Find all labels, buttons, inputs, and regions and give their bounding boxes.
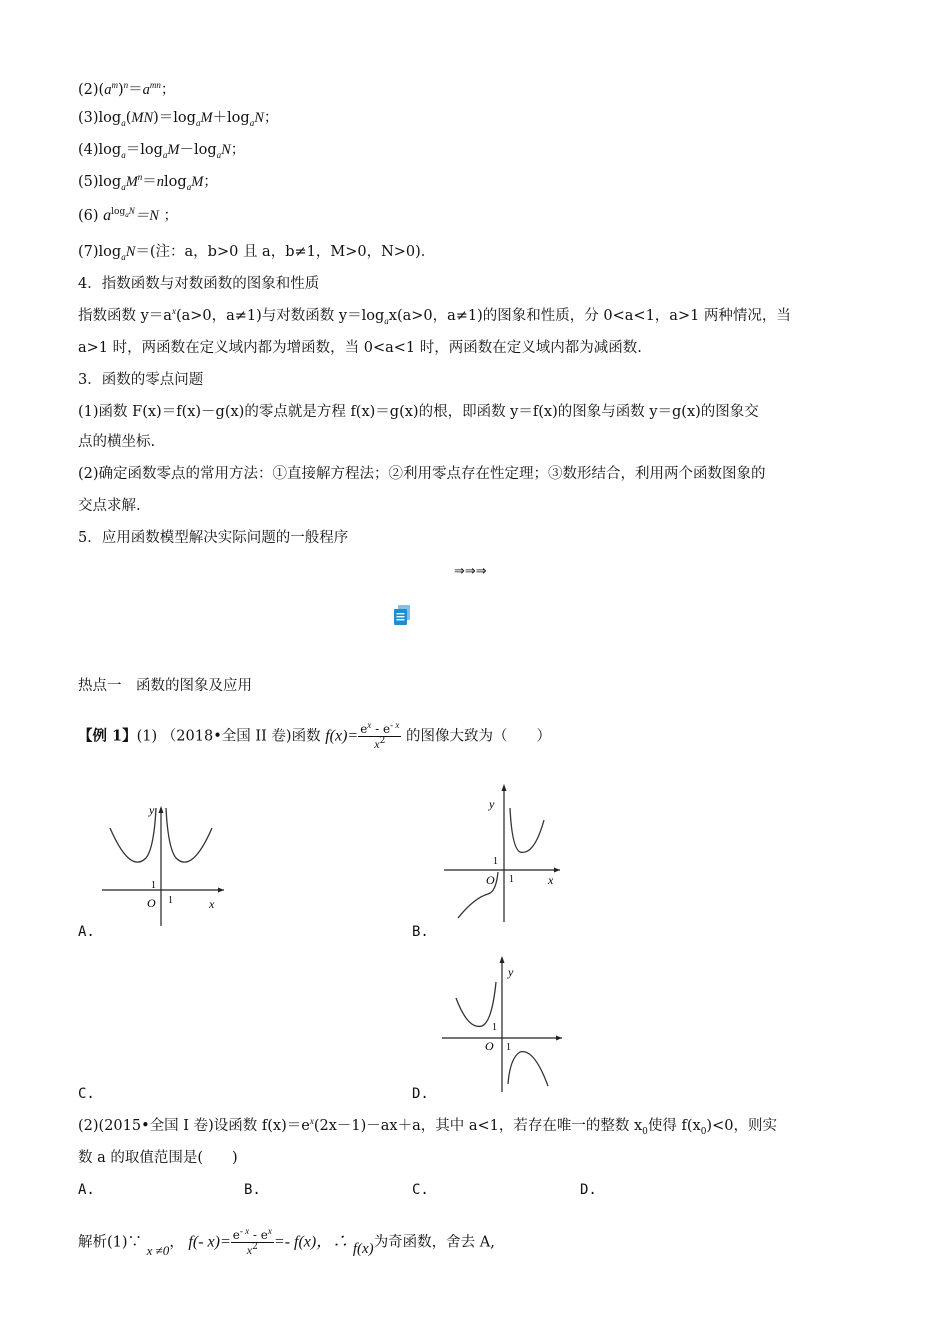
section-4-para-line2: a>1 时，两函数在定义域内都为增函数，当 0<a<1 时，两函数在定义域内都为减函数. bbox=[78, 340, 642, 356]
graph-d-one-y: 1 bbox=[492, 1022, 497, 1033]
formula-5: $(5)\log_aM^n=nlog_aM$； bbox=[78, 172, 218, 192]
option-a-label: A. bbox=[78, 924, 95, 940]
graph-option-b bbox=[440, 780, 565, 925]
example-1-fraction: $\frac{e^x - e^{- x}}{x^2}$ bbox=[360, 720, 400, 751]
example-2-option-b: B. bbox=[244, 1182, 261, 1198]
section-3-para2-line2: 交点求解. bbox=[78, 498, 141, 514]
example-2-option-d: D. bbox=[580, 1182, 597, 1198]
example-2-line2: 数 a 的取值范围是( ) bbox=[78, 1150, 238, 1166]
graph-b-one-x: 1 bbox=[509, 874, 514, 885]
section-4-para-line1: 指数函数 $y=a^x(a>0$，a≠1)与对数函数 $y=\log_ax(a>0$，a≠1)的图象和性质，分 0<a<1，a>1 两种情况，当 bbox=[78, 306, 791, 326]
formula-6: (6) $a^{log_aN}=N$ ； bbox=[78, 206, 179, 224]
formula-4: $(4)\log_a=\log_aM-\log_aN$； bbox=[78, 142, 246, 160]
solution-fraction: $\frac{e^{- x} - e^x}{x^2}$ bbox=[232, 1226, 272, 1257]
section-3-para1-line1: (1)函数 F(x)＝f(x)－g(x)的零点就是方程 f(x)＝g(x)的根，即函数 y＝f(x)的图象与函数 y＝g(x)的图象交 bbox=[78, 404, 759, 420]
option-d-label: D. bbox=[412, 1086, 429, 1102]
example-2-option-c: C. bbox=[412, 1182, 429, 1198]
formula-3: $(3)\log_a(MN)=\log_aM+\log_aN$； bbox=[78, 110, 279, 128]
graph-b-origin: O bbox=[486, 873, 495, 887]
graph-b-one-y: 1 bbox=[493, 856, 498, 867]
formula-2: $(2)(a^m)^n=a^{mn}$； bbox=[78, 80, 176, 98]
procedure-arrows: ⇒⇒⇒ bbox=[454, 564, 487, 579]
graph-option-a bbox=[96, 796, 231, 928]
graph-a-one-x: 1 bbox=[168, 895, 173, 906]
option-b-label: B. bbox=[412, 924, 429, 940]
hot-point-title: 热点一 函数的图象及应用 bbox=[78, 678, 252, 694]
graph-a-x-label: x bbox=[209, 897, 215, 911]
graph-d-one-x: 1 bbox=[506, 1042, 511, 1053]
option-c-label: C. bbox=[78, 1086, 95, 1102]
example-2-option-a: A. bbox=[78, 1182, 95, 1198]
section-3-para1-line2: 点的横坐标. bbox=[78, 434, 156, 450]
section-3-para2-line1: (2)确定函数零点的常用方法：①直接解方程法；②利用零点存在性定理；③数形结合，利用两个函数图象的 bbox=[78, 466, 766, 482]
graph-a-origin: O bbox=[147, 896, 156, 910]
section-4-heading: 4．指数函数与对数函数的图象和性质 bbox=[78, 276, 320, 292]
graph-d-origin: O bbox=[485, 1039, 494, 1053]
section-3-heading: 3．函数的零点问题 bbox=[78, 372, 204, 388]
graph-b-y-label: y bbox=[489, 797, 495, 811]
graph-a-one-y: 1 bbox=[151, 880, 156, 891]
graph-b-x-label: x bbox=[548, 873, 554, 887]
example-1-question: 【例 1】(1) （2018•全国 II 卷)函数 f(x)= $\frac{e^x - e^{- x}}{x^2}$ 的图像大致为（ ） bbox=[78, 720, 551, 751]
document-icon bbox=[392, 604, 412, 626]
graph-d-y-label: y bbox=[508, 965, 514, 979]
graph-option-d bbox=[438, 952, 573, 1094]
example-2-line1: (2)(2015•全国 I 卷)设函数 $f(x)=e^x(2x-1)-ax+a$，其中 a<1，若存在唯一的整数 $x_0$使得 $f(x_0)<0$，则实 bbox=[78, 1116, 777, 1137]
graph-a-y-label: y bbox=[149, 803, 155, 817]
section-5-heading: 5．应用函数模型解决实际问题的一般程序 bbox=[78, 530, 349, 546]
formula-7: $(7)\log_aN=$(注：a，b>0 且 a，b≠1，M>0，N>0)． bbox=[78, 244, 436, 262]
solution-line: 解析(1)∵ x ≠0， f(- x)= $\frac{e^{- x} - e^x}{x^2}$ =- f(x)，∴ f(x)为奇函数，舍去 A, bbox=[78, 1226, 495, 1258]
